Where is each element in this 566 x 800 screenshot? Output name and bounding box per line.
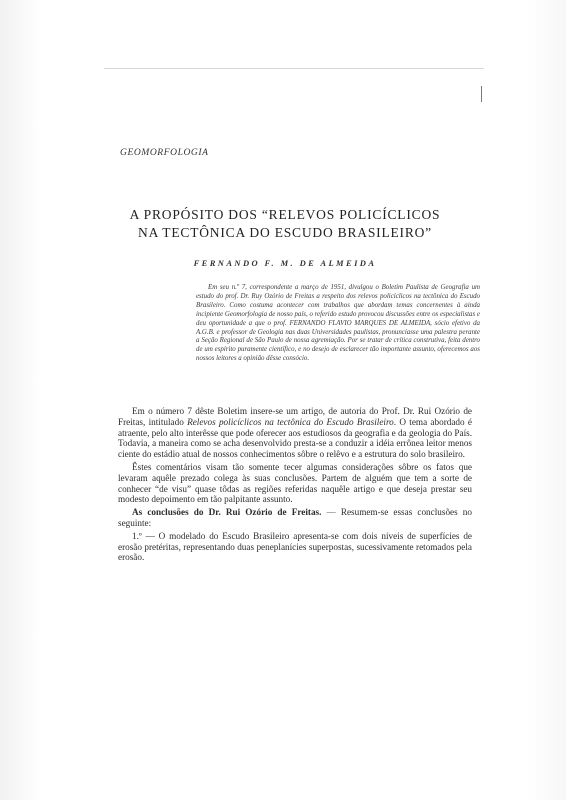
author-name: FERNANDO F. M. DE ALMEIDA — [193, 258, 377, 268]
editorial-intro — [196, 284, 480, 364]
body-paragraph-4: 1.º — O modelado do Escudo Brasileiro apresenta-se com dois níveis de superfícies de erosão pretéritas, representando duas peneplanícies superpostas, sucessivamente retomados pela erosão. — [118, 530, 472, 563]
body-paragraph-3 — [118, 507, 472, 529]
body-p1-text-b: . O tema abordado é atraente, pelo alto interêsse que pode oferecer aos estudiosos da geografia e da geologia do País. Todavia, a maneira como se acha desenvolvido presta-se a conduzir a idéia errônea leitor menos ciente do estádio atual de nossos conhecimentos sôbre o relêvo e a estrutura do solo brasileiro. — [118, 416, 472, 460]
body-paragraph-1 — [118, 406, 472, 460]
scan-top-edge — [104, 68, 484, 69]
subsection-dash: — — [321, 507, 341, 518]
article-body — [118, 406, 472, 565]
section-label: GEOMORFOLOGIA — [120, 148, 209, 158]
subsection-heading: As conclusões do Dr. Rui Ozório de Freitas. — [132, 507, 322, 518]
body-p3-text: Resumem-se essas conclusões no seguinte: — [118, 507, 472, 528]
intro-paragraph: Em seu n.º 7, correspondente a março de 1951, divulgou o Boletim Paulista de Geografia um estudo do prof. Dr. Ruy Ozório de Freitas a respeito dos relevos policíclicos na tectônica do Escudo Brasileiro. Como costuma acontecer com trabalhos que abordam temas concernentes à ainda incipiente Geomorfologia de nosso país, o referido estudo provocou discussões entre os especialistas e deu oportunidade a que o prof. FERNANDO FLAVIO MARQUES DE ALMEIDA, sócio efetivo da A.G.B. e professor de Geologia nas duas Universidades paulistas, pronunciasse uma palestra perante a Seção Regional de São Paulo de nossa agremiação. Por se tratar de crítica construtiva, feita dentro de um espírito puramente científico, e no desejo de esclarecer tão importante assunto, oferecemos aos nossos leitores a opinião dêsse consócio. — [196, 284, 480, 363]
cited-article-title: Relevos policíclicos na tectônica do Escudo Brasileiro — [187, 416, 394, 427]
article-title — [100, 206, 470, 242]
title-line-2: NA TECTÔNICA DO ESCUDO BRASILEIRO” — [138, 225, 432, 240]
scan-edge-mark — [481, 86, 482, 102]
body-paragraph-2: Êstes comentários visam tão somente tecer algumas considerações sôbre os fatos que levaram aquêle prezado colega às suas conclusões. Partem de alguém que tem a sorte de conhecer “de visu” quase tôdas as regiões referidas naquêle artigo e que deseja prestar seu modesto depoimento em tão palpitante assunto. — [118, 461, 472, 505]
title-line-1: A PROPÓSITO DOS “RELEVOS POLICÍCLICOS — [129, 207, 441, 222]
body-p1-text-a: Em o número 7 dêste Boletim insere-se um artigo, de autoria do Prof. Dr. Rui Ozório de Freitas, intitulado — [118, 406, 472, 427]
